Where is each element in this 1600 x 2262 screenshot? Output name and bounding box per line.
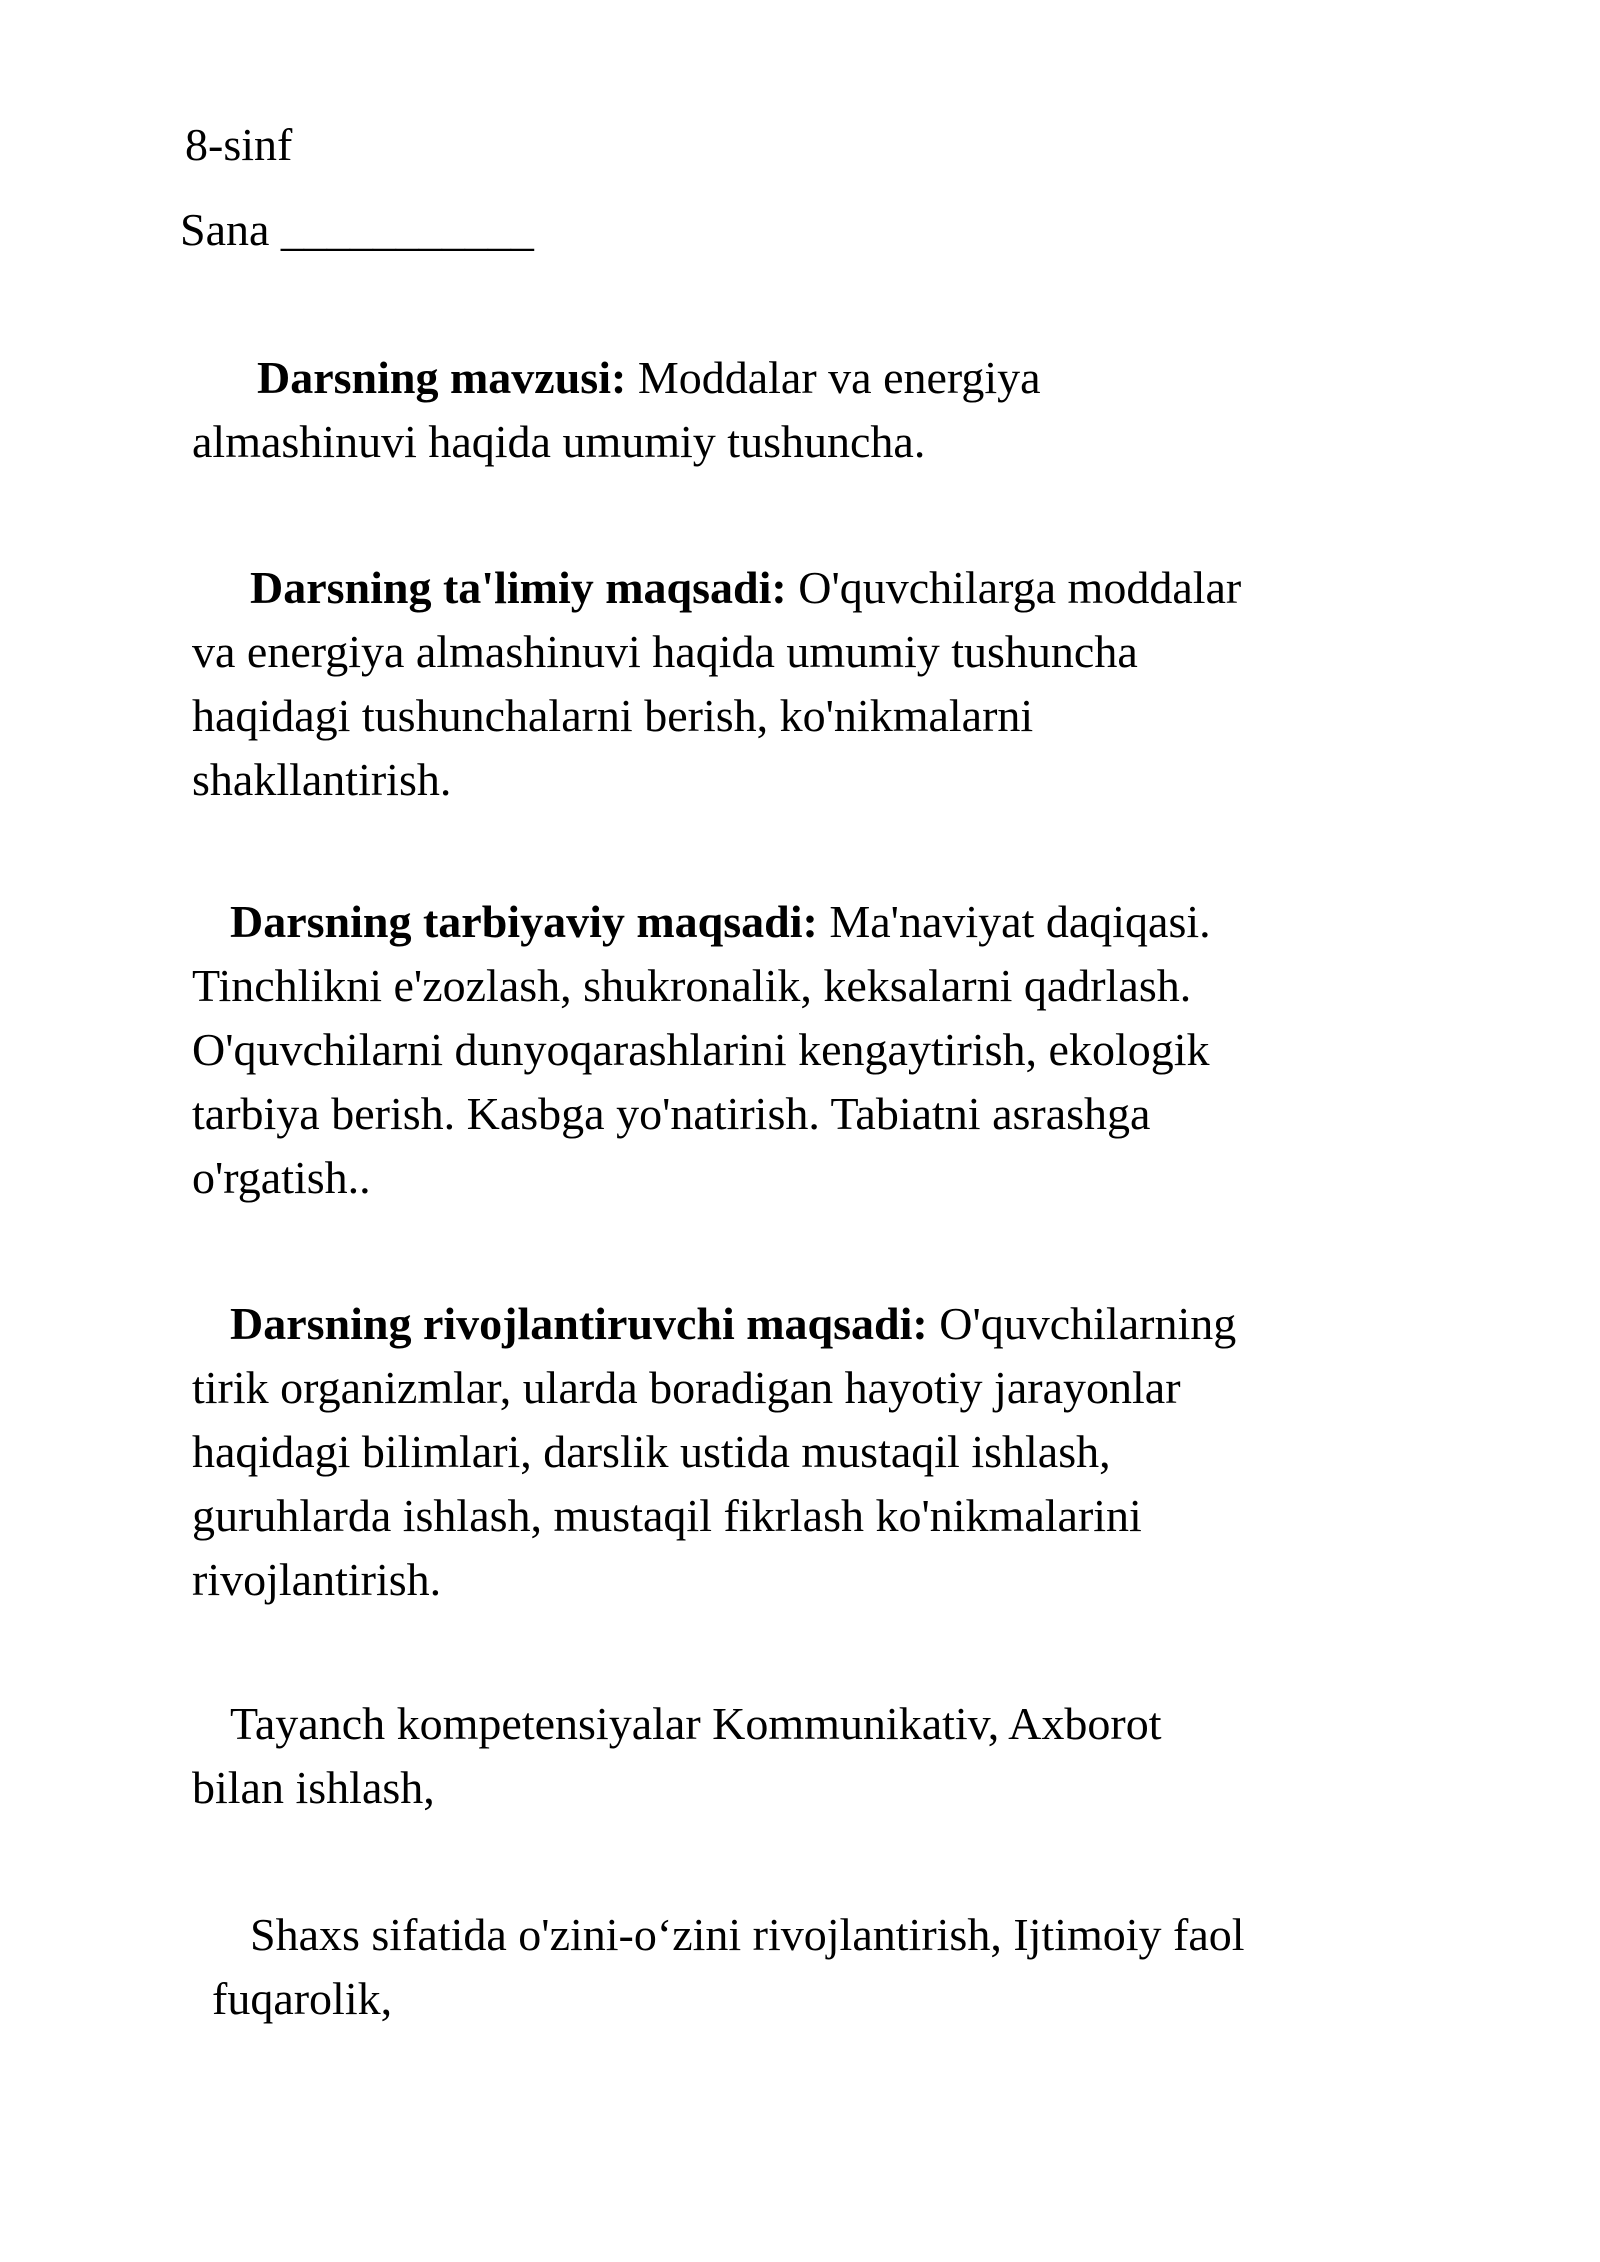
educational-goal-line-1 [250,556,1241,620]
topic-text: Moddalar va energiya [626,352,1041,403]
upbringing-goal-line-4: tarbiya berish. Kasbga yo'natirish. Tabiatni asrashga [192,1088,1151,1139]
upbringing-goal-line-5: o'rgatish.. [192,1152,371,1203]
grade-label: 8-sinf [185,119,293,170]
educational-goal-line-2: va energiya almashinuvi haqida umumiy tushuncha [192,626,1138,677]
key-competencies-line-1: Tayanch kompetensiyalar Kommunikativ, Axborot [230,1698,1162,1749]
developmental-goal-text: O'quvchilarning [927,1298,1237,1349]
upbringing-goal-label: Darsning tarbiyaviy maqsadi: [230,896,818,947]
topic-line-1 [257,346,1041,410]
upbringing-goal-line-1 [230,890,1211,954]
educational-goal-text: O'quvchilarga moddalar [786,562,1242,613]
date-blank: ___________ [280,204,534,255]
topic-line-2: almashinuvi haqida umumiy tushuncha. [192,416,926,467]
competencies-line-1: Shaxs sifatida o'zini-o‘zini rivojlantirish, Ijtimoiy faol [250,1909,1245,1960]
date-label: Sana [180,204,270,255]
developmental-goal-line-2: tirik organizmlar, ularda boradigan hayotiy jarayonlar [192,1362,1181,1413]
upbringing-goal-text: Ma'naviyat daqiqasi. [817,896,1211,947]
upbringing-goal-line-2: Tinchlikni e'zozlash, shukronalik, keksalarni qadrlash. [192,960,1192,1011]
educational-goal-line-3: haqidagi tushunchalarni berish, ko'nikmalarni [192,690,1034,741]
educational-goal-label: Darsning ta'limiy maqsadi: [250,562,787,613]
developmental-goal-line-1 [230,1292,1236,1356]
educational-goal-line-4: shakllantirish. [192,754,452,805]
date-line [180,198,534,262]
developmental-goal-line-4: guruhlarda ishlash, mustaqil fikrlash ko'nikmalarini [192,1490,1142,1541]
developmental-goal-line-3: haqidagi bilimlari, darslik ustida mustaqil ishlash, [192,1426,1111,1477]
upbringing-goal-line-3: O'quvchilarni dunyoqarashlarini kengaytirish, ekologik [192,1024,1210,1075]
developmental-goal-label: Darsning rivojlantiruvchi maqsadi: [230,1298,928,1349]
topic-label: Darsning mavzusi: [257,352,627,403]
competencies-line-2: fuqarolik, [212,1973,393,2024]
key-competencies-line-2: bilan ishlash, [192,1762,435,1813]
developmental-goal-line-5: rivojlantirish. [192,1554,442,1605]
